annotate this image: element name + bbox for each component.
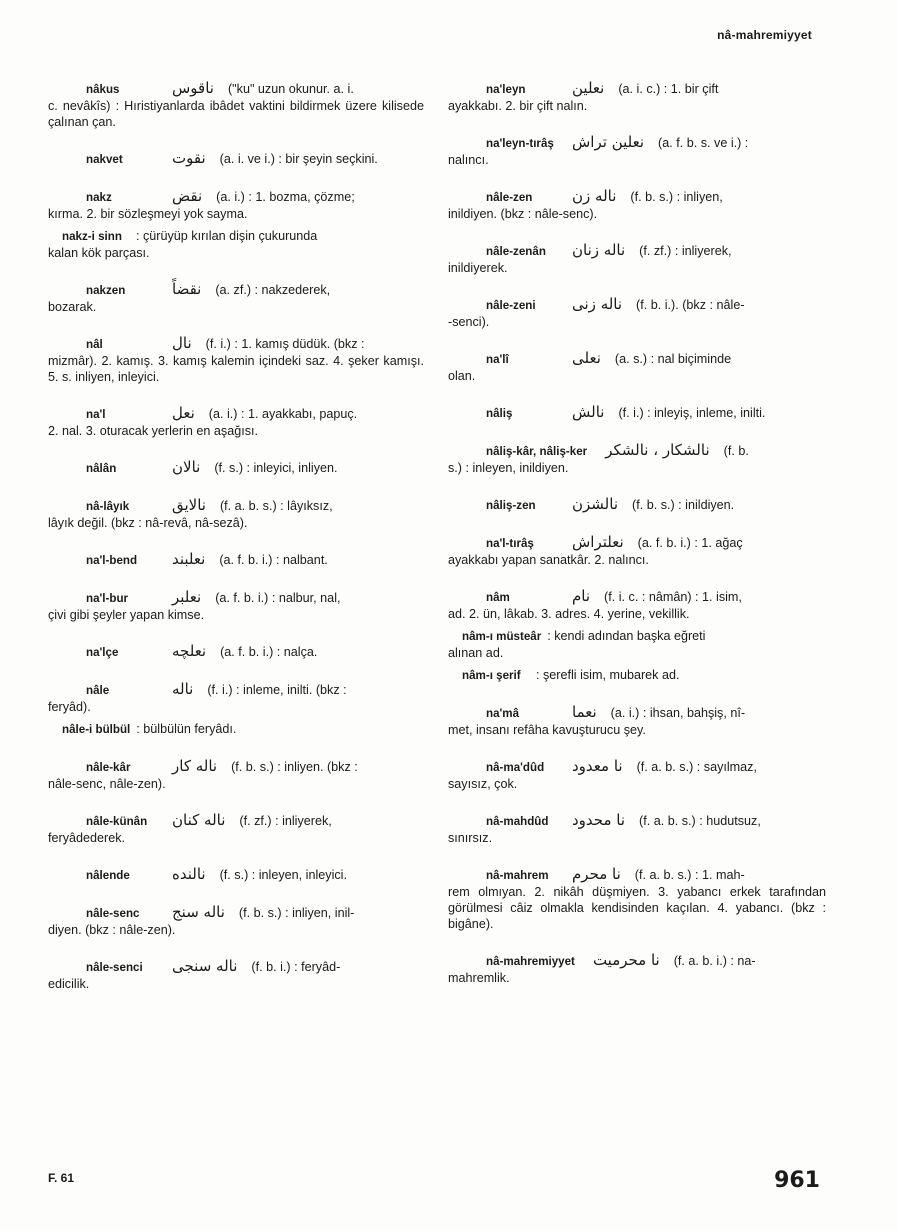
headword: nâ-mahremiyyet — [486, 955, 575, 968]
dictionary-entry — [448, 404, 826, 422]
headword: nâkus — [86, 83, 120, 96]
definition-start: (f. i.) : 1. kamış düdük. (bkz : — [205, 337, 365, 351]
entry-first-line — [48, 681, 424, 699]
entry-first-line — [448, 667, 826, 684]
headword: nakz-i sinn — [62, 230, 122, 243]
definition-start: (f. a. b. i.) : na- — [673, 954, 756, 968]
dictionary-entry — [48, 335, 424, 385]
headword: nâle-zenân — [486, 245, 546, 258]
headword-wrap — [48, 905, 154, 922]
definition-continuation: kalan kök parçası. — [48, 246, 150, 260]
ottoman-script: نا محرم — [572, 865, 621, 883]
entry-first-line — [48, 758, 424, 776]
definition-start: (f. b. s.) : inliyen. (bkz : — [231, 760, 358, 774]
dictionary-entry — [448, 534, 826, 568]
definition-continuation: feryâd). — [48, 700, 91, 714]
entry-first-line — [448, 442, 826, 460]
definition-start: (a. f. b. s. ve i.) : — [658, 136, 749, 150]
definition-start: (a. f. b. i.) : 1. ağaç — [637, 536, 743, 550]
dictionary-entry — [448, 134, 826, 168]
headword-wrap — [448, 705, 554, 722]
entry-first-line — [448, 534, 826, 552]
ottoman-script: نا محرميت — [592, 951, 660, 969]
headword: nâ-mahrem — [486, 869, 549, 882]
headword: na'l-bend — [86, 554, 138, 567]
headword-wrap — [448, 135, 554, 152]
dictionary-entry — [48, 721, 424, 738]
entry-first-line — [448, 812, 826, 830]
definition-continuation: s.) : inleyen, inildiyen. — [448, 461, 569, 475]
dictionary-entry — [448, 442, 826, 476]
definition-continuation: 2. nal. 3. oturacak yerlerin en aşağısı. — [48, 424, 259, 438]
headword-wrap — [48, 590, 154, 607]
dictionary-entry — [48, 681, 424, 715]
dictionary-entry — [448, 866, 826, 932]
ottoman-script: نعلين تراش — [572, 133, 645, 151]
definition-start: (f. b. — [723, 444, 749, 458]
dictionary-entry — [48, 459, 424, 477]
ottoman-script: نالشكار ، نالشكر — [605, 441, 710, 459]
dictionary-entry — [48, 866, 424, 884]
right-column — [448, 80, 826, 1006]
headword-wrap — [48, 813, 154, 830]
ottoman-script: ناله زنى — [572, 295, 623, 313]
definition-continuation: nalıncı. — [448, 153, 489, 167]
definition-start: : kendi adından başka eğreti — [547, 629, 706, 643]
definition-start: (a. zf.) : nakzederek, — [215, 283, 331, 297]
headword: nâ-mahdûd — [486, 815, 549, 828]
headword-wrap — [448, 81, 554, 98]
dictionary-entry — [448, 952, 826, 986]
headword-wrap — [448, 405, 554, 422]
definition-start: (a. i.) : 1. ayakkabı, papuç. — [208, 407, 358, 421]
dictionary-entry — [48, 958, 424, 992]
headword-wrap — [448, 497, 554, 514]
headword: na'leyn — [486, 83, 526, 96]
headword: nâ-ma'dûd — [486, 761, 545, 774]
headword: nâle-i bülbül — [62, 723, 131, 736]
definition-start: : şerefli isim, mubarek ad. — [536, 668, 680, 682]
definition-start: (a. s.) : nal biçiminde — [614, 352, 732, 366]
dictionary-entry — [48, 758, 424, 792]
ottoman-script: ناله زنان — [572, 241, 626, 259]
dictionary-entry — [48, 150, 424, 168]
entry-first-line — [48, 958, 424, 976]
entry-first-line — [448, 134, 826, 152]
dictionary-entry — [448, 704, 826, 738]
dictionary-entry — [448, 188, 826, 222]
headword-wrap — [48, 460, 154, 477]
headword-wrap — [48, 189, 154, 206]
headword-wrap — [448, 351, 554, 368]
definition-start: (f. zf.) : inliyerek, — [639, 244, 732, 258]
entry-first-line — [48, 904, 424, 922]
headword: na'l-bur — [86, 592, 129, 605]
definition-start: (f. s.) : inleyici, inliyen. — [214, 461, 338, 475]
definition-start: (a. i. c.) : 1. bir çift — [618, 82, 719, 96]
definition-continuation: met, insanı refâha kavuşturucu şey. — [448, 723, 646, 737]
headword: nâliş-kâr, nâliş-ker — [486, 445, 588, 458]
entry-first-line — [448, 188, 826, 206]
dictionary-entry — [48, 497, 424, 531]
definition-start: (a. i. ve i.) : bir şeyin seçkini. — [219, 152, 378, 166]
entry-first-line — [448, 350, 826, 368]
headword: nakz — [86, 191, 112, 204]
headword-wrap — [448, 867, 554, 884]
headword: na'lî — [486, 353, 509, 366]
headword: nakvet — [86, 153, 123, 166]
ottoman-script: نعلين — [572, 79, 605, 97]
ottoman-script: ناله كنان — [172, 811, 226, 829]
entry-first-line — [448, 80, 826, 98]
entry-first-line — [48, 80, 424, 98]
ottoman-script: ناقوس — [172, 79, 214, 97]
ottoman-script: نا معدود — [572, 757, 623, 775]
dictionary-entry — [48, 188, 424, 222]
definition-continuation: alınan ad. — [448, 646, 504, 660]
headword: nâm-ı şerif — [462, 669, 521, 682]
ottoman-script: نعما — [572, 703, 597, 721]
ottoman-script: ناله سنج — [172, 903, 225, 921]
headword: na'lçe — [86, 646, 119, 659]
definition-continuation: ayakkabı. 2. bir çift nalın. — [448, 99, 588, 113]
headword-wrap — [48, 959, 154, 976]
dictionary-entry — [448, 667, 826, 684]
dictionary-entry — [48, 228, 424, 261]
page-number: 961 — [774, 1168, 820, 1193]
definition-start: (f. a. b. s.) : hudutsuz, — [639, 814, 761, 828]
headword-wrap — [48, 867, 154, 884]
ottoman-script: نقوت — [172, 149, 206, 167]
entry-first-line — [448, 704, 826, 722]
entry-first-line — [448, 296, 826, 314]
ottoman-script: نعلبند — [172, 550, 206, 568]
definition-continuation: mizmâr). 2. kamış. 3. kamış kalemin içindeki saz. 4. şeker kamışı. 5. s. inliyen, inleyici. — [48, 354, 424, 384]
headword-wrap — [448, 443, 587, 460]
definition-continuation: ayakkabı yapan sanatkâr. 2. nalıncı. — [448, 553, 649, 567]
dictionary-entry — [448, 758, 826, 792]
headword: nâlende — [86, 869, 130, 882]
definition-start: (f. i. c. : nâmân) : 1. isim, — [604, 590, 742, 604]
headword-wrap — [48, 721, 130, 738]
headword-wrap — [448, 628, 541, 645]
ottoman-script: نا محدود — [572, 811, 626, 829]
headword: nâle-senci — [86, 961, 143, 974]
definition-continuation: çivi gibi şeyler yapan kimse. — [48, 608, 205, 622]
dictionary-entry — [48, 281, 424, 315]
definition-start: (f. b. s.) : inildiyen. — [632, 498, 735, 512]
ottoman-script: نعلى — [572, 349, 601, 367]
entry-first-line — [48, 281, 424, 299]
definition-continuation: kırma. 2. bir sözleşmeyi yok sayma. — [48, 207, 248, 221]
headword-wrap — [48, 682, 154, 699]
headword: nâle-zen — [486, 191, 533, 204]
entry-first-line — [48, 497, 424, 515]
dictionary-entry — [448, 812, 826, 846]
headword: nâl — [86, 338, 103, 351]
definition-continuation: sayısız, çok. — [448, 777, 518, 791]
dictionary-entry — [448, 496, 826, 514]
headword: nâ-lâyık — [86, 500, 130, 513]
definition-continuation: rem olmıyan. 2. nikâh düşmiyen. 3. yabancı erkek tarafından görülmesi câiz olmakla kendisinden kaçılan. 4. yabancı. (bkz : bigâne). — [448, 885, 826, 931]
ottoman-script: نعل — [172, 404, 195, 422]
definition-start: (a. f. b. i.) : nalça. — [220, 645, 318, 659]
headword: na'l-tırâş — [486, 537, 534, 550]
headword-wrap — [48, 336, 154, 353]
dictionary-entry — [48, 405, 424, 439]
definition-continuation: bozarak. — [48, 300, 97, 314]
entry-first-line — [448, 242, 826, 260]
ottoman-script: نعلتراش — [572, 533, 624, 551]
headword-wrap — [48, 498, 154, 515]
left-column — [48, 80, 424, 1012]
headword: nâm-ı müsteâr — [462, 630, 542, 643]
dictionary-entry — [448, 350, 826, 384]
headword-wrap — [448, 189, 554, 206]
headword: nâliş-zen — [486, 499, 536, 512]
dictionary-entry — [48, 80, 424, 130]
headword-wrap — [48, 406, 154, 423]
headword: nâle-zeni — [486, 299, 536, 312]
headword: nakzen — [86, 284, 126, 297]
dictionary-entry — [448, 628, 826, 661]
definition-continuation: mahremlik. — [448, 971, 510, 985]
entry-first-line — [48, 866, 424, 884]
definition-continuation: -senci). — [448, 315, 490, 329]
entry-first-line — [448, 628, 826, 645]
definition-start: (a. i.) : 1. bozma, çözme; — [216, 190, 355, 204]
definition-continuation: inildiyen. (bkz : nâle-senc). — [448, 207, 598, 221]
entry-first-line — [448, 588, 826, 606]
headword-wrap — [48, 552, 154, 569]
ottoman-script: ناله كار — [172, 757, 218, 775]
headword-wrap — [448, 243, 554, 260]
entry-first-line — [48, 150, 424, 168]
ottoman-script: ناله — [172, 680, 194, 698]
entry-first-line — [448, 496, 826, 514]
definition-start: (f. b. i.). (bkz : nâle- — [636, 298, 745, 312]
headword-wrap — [448, 759, 554, 776]
definition-start: (a. f. b. i.) : nalbant. — [219, 553, 328, 567]
headword-wrap — [448, 667, 530, 684]
definition-start: (f. s.) : inleyen, inleyici. — [219, 868, 347, 882]
dictionary-entry — [48, 589, 424, 623]
entry-first-line — [448, 952, 826, 970]
headword: nâle — [86, 684, 110, 697]
ottoman-script: نالنده — [172, 865, 206, 883]
dictionary-entry — [48, 643, 424, 661]
entry-first-line — [48, 188, 424, 206]
ottoman-script: نال — [172, 334, 192, 352]
ottoman-script: نالشزن — [572, 495, 618, 513]
definition-start: (f. i.) : inleme, inilti. (bkz : — [207, 683, 347, 697]
definition-continuation: c. nevâkîs) : Hıristiyanlarda ibâdet vaktini bildirmek üzere kilisede çalınan çan. — [48, 99, 424, 129]
headword: nâm — [486, 591, 510, 604]
definition-start: ("ku" uzun okunur. a. i. — [227, 82, 354, 96]
entry-first-line — [448, 404, 826, 422]
definition-start: (f. zf.) : inliyerek, — [239, 814, 332, 828]
entry-first-line — [48, 228, 424, 245]
definition-continuation: edicilik. — [48, 977, 90, 991]
entry-first-line — [448, 758, 826, 776]
definition-start: (f. i.) : inleyiş, inleme, inilti. — [618, 406, 766, 420]
definition-continuation: sınırsız. — [448, 831, 493, 845]
dictionary-entry — [448, 588, 826, 622]
headword-wrap — [48, 228, 130, 245]
ottoman-script: ناله سنجى — [172, 957, 238, 975]
signature-mark: F. 61 — [48, 1171, 75, 1185]
headword: nâle-kâr — [86, 761, 131, 774]
definition-continuation: inildiyerek. — [448, 261, 508, 275]
headword-wrap — [48, 644, 154, 661]
headword-wrap — [448, 813, 554, 830]
entry-first-line — [48, 812, 424, 830]
definition-start: (a. f. b. i.) : nalbur, nal, — [215, 591, 341, 605]
running-head: nâ-mahremiyyet — [717, 28, 812, 42]
definition-continuation: diyen. (bkz : nâle-zen). — [48, 923, 176, 937]
headword-wrap — [48, 151, 154, 168]
headword: nâle-künân — [86, 815, 148, 828]
dictionary-entry — [448, 80, 826, 114]
headword: na'l — [86, 408, 106, 421]
headword-wrap — [448, 297, 554, 314]
definition-start: : bülbülün feryâdı. — [136, 722, 237, 736]
dictionary-entry — [48, 551, 424, 569]
ottoman-script: نالان — [172, 458, 201, 476]
definition-continuation: nâle-senc, nâle-zen). — [48, 777, 166, 791]
definition-continuation: olan. — [448, 369, 476, 383]
definition-continuation: ad. 2. ün, lâkab. 3. adres. 4. yerine, vekillik. — [448, 607, 690, 621]
ottoman-script: نعلبر — [172, 588, 202, 606]
entry-first-line — [48, 405, 424, 423]
definition-start: (f. b. s.) : inliyen, inil- — [238, 906, 355, 920]
definition-start: (a. i.) : ihsan, bahşiş, nî- — [610, 706, 746, 720]
dictionary-entry — [448, 296, 826, 330]
headword: na'leyn-tırâş — [486, 137, 554, 150]
entry-first-line — [48, 721, 424, 738]
headword: nâlân — [86, 462, 117, 475]
definition-continuation: feryâdederek. — [48, 831, 126, 845]
headword-wrap — [48, 282, 154, 299]
dictionary-entry — [48, 812, 424, 846]
headword: nâliş — [486, 407, 513, 420]
entry-first-line — [48, 589, 424, 607]
ottoman-script: نعلچه — [172, 642, 207, 660]
headword-wrap — [448, 953, 575, 970]
definition-start: (f. a. b. s.) : sayılmaz, — [636, 760, 757, 774]
headword-wrap — [448, 535, 554, 552]
dictionary-entry — [48, 904, 424, 938]
headword-wrap — [48, 759, 154, 776]
ottoman-script: نقض — [172, 187, 203, 205]
dictionary-entry — [448, 242, 826, 276]
headword: na'mâ — [486, 707, 520, 720]
ottoman-script: نالش — [572, 403, 605, 421]
entry-first-line — [48, 551, 424, 569]
definition-start: (f. b. s.) : inliyen, — [630, 190, 723, 204]
entry-first-line — [48, 459, 424, 477]
headword-wrap — [448, 589, 554, 606]
headword: nâle-senc — [86, 907, 140, 920]
definition-start: : çürüyüp kırılan dişin çukurunda — [136, 229, 318, 243]
ottoman-script: ناله زن — [572, 187, 617, 205]
headword-wrap — [48, 81, 154, 98]
ottoman-script: نقضاً — [172, 280, 202, 298]
ottoman-script: نالايق — [172, 496, 206, 514]
definition-start: (f. a. b. s.) : lâyıksız, — [219, 499, 333, 513]
definition-start: (f. b. i.) : feryâd- — [251, 960, 341, 974]
entry-first-line — [448, 866, 826, 884]
definition-continuation: lâyık değil. (bkz : nâ-revâ, nâ-sezâ). — [48, 516, 248, 530]
entry-first-line — [48, 335, 424, 353]
definition-start: (f. a. b. s.) : 1. mah- — [634, 868, 745, 882]
ottoman-script: نام — [572, 587, 591, 605]
entry-first-line — [48, 643, 424, 661]
